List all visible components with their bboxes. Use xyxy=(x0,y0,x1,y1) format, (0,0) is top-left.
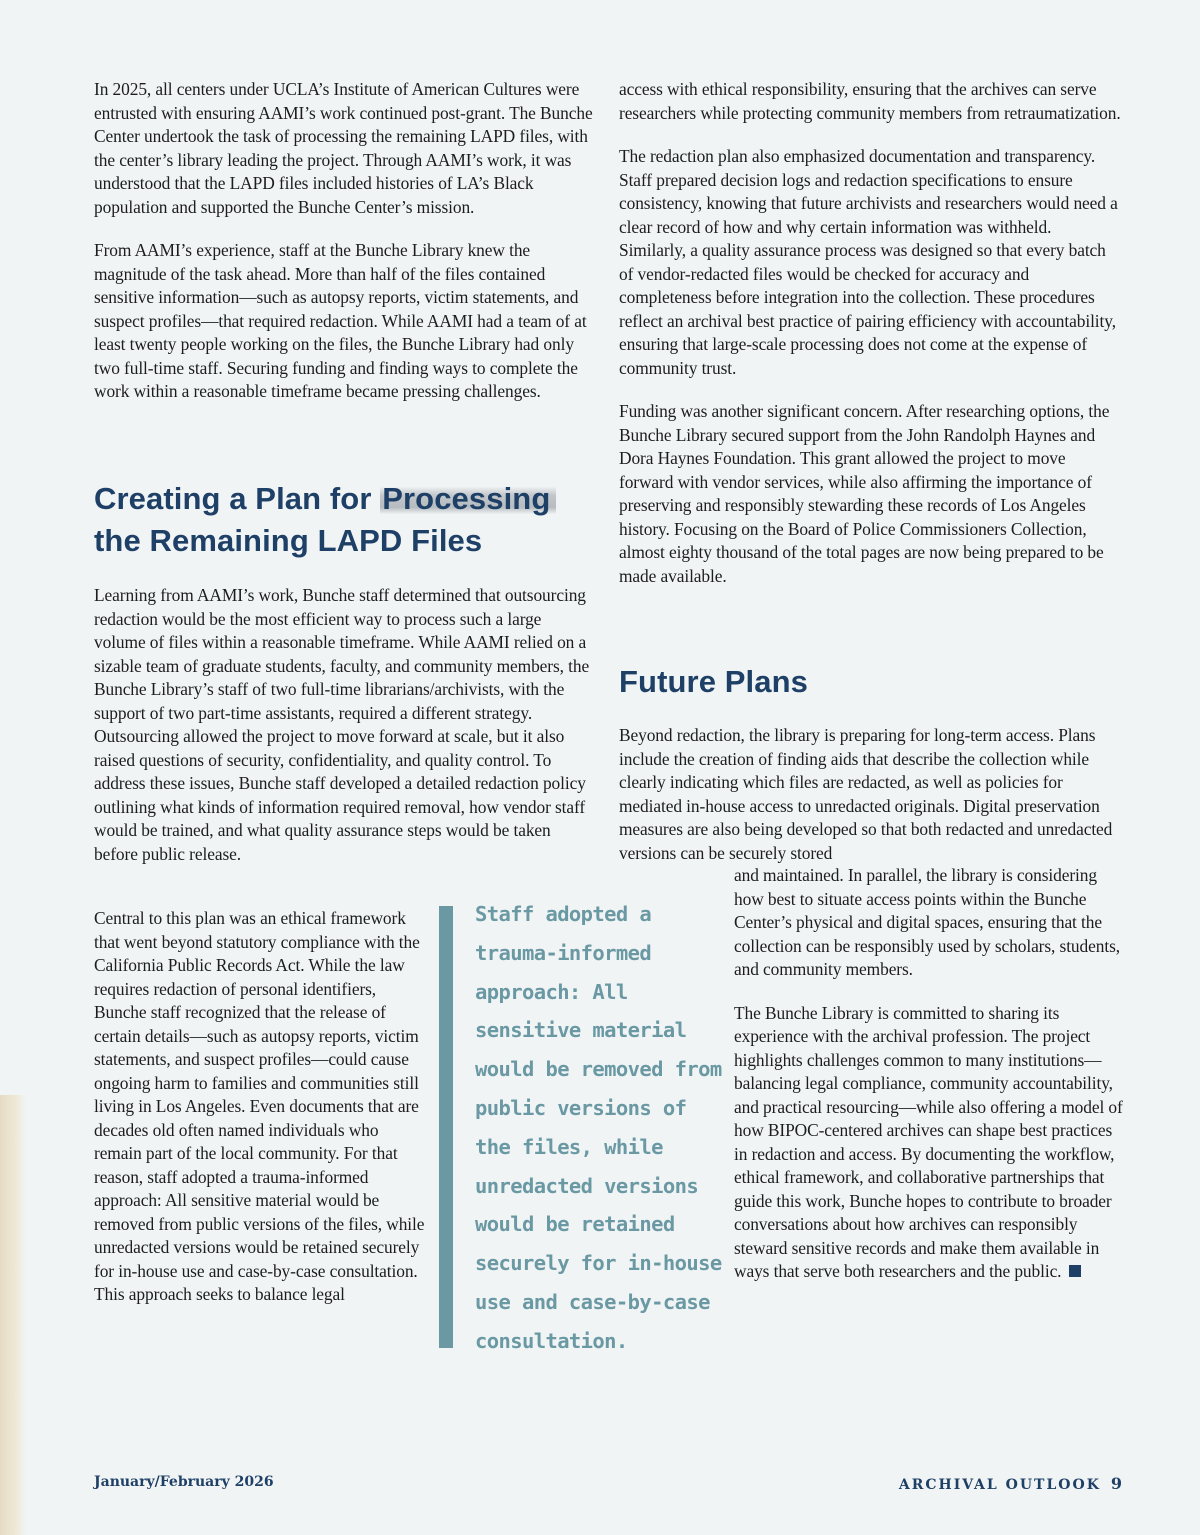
footer-date: January/February 2026 xyxy=(94,1474,274,1490)
paragraph: Funding was another significant concern. After researching options, the Bunche Library secured support from the John Randolph Haynes and Dora Haynes Foundation. This grant allowed the project to move forward with vendor services, while also affirming the importance of preserving and responsibly stewarding these records of Los Angeles history. Focusing on the Board of Police Commissioners Collection, almost eighty thousand of the total pages are now being prepared to be made available. xyxy=(619,401,1110,586)
section-heading-future-plans: Future Plans xyxy=(619,664,808,699)
paragraph: Central to this plan was an ethical framework that went beyond statutory compliance with the California Public Records Act. While the law requires redaction of personal identifiers, Bunche staff recognized that the release of certain details—such as autopsy reports, victim statements, and suspect profiles—could cause ongoing harm to families and communities still living in Los Angeles. Even documents that are decades old often named individuals who remain part of the local community. For that reason, staff adopted a trauma-informed approach: All sensitive material would be removed from public versions of the files, while unredacted versions would be retained securely for in-house use and case-by-case consultation. This approach seeks to balance legal xyxy=(94,908,425,1304)
footer-publication xyxy=(899,1474,1122,1493)
end-mark-icon xyxy=(1069,1265,1081,1277)
heading-text: the Remaining LAPD Files xyxy=(94,523,483,558)
paragraph: In 2025, all centers under UCLA’s Institute of American Cultures were entrusted with ensuring AAMI’s work continued post-grant. The Bunche Center undertook the task of processing the remaining LAPD files, with the center’s library leading the project. Through AAMI’s work, it was understood that the LAPD files included histories of LA’s Black population and supported the Bunche Center’s mission. xyxy=(94,79,593,217)
paragraph: The redaction plan also emphasized documentation and transparency. Staff prepared decision logs and redaction specifications to ensure consistency, knowing that future archivists and researchers would need a clear record of how and why certain information was withheld. Similarly, a quality assurance process was designed so that every batch of vendor-redacted files would be checked for accuracy and completeness before integration into the collection. These procedures reflect an archival best practice of pairing efficiency with accountability, ensuring that large-scale processing does not come at the expense of community trust. xyxy=(619,146,1118,378)
left-column-middle xyxy=(94,584,594,886)
paragraph: Beyond redaction, the library is preparing for long-term access. Plans include the creation of finding aids that describe the collection while clearly indicating which files are redacted, as well as policies for mediated in-house access to unredacted originals. Digital preservation measures are also being developed so that both redacted and unredacted versions can be securely stored xyxy=(619,725,1113,863)
right-column-top xyxy=(619,78,1121,608)
left-column-top xyxy=(94,78,594,424)
highlighted-word: Processing xyxy=(380,481,556,516)
paragraph xyxy=(734,1002,1124,1284)
section-heading-creating-plan xyxy=(94,478,614,562)
pull-quote: Staff adopted a trauma-informed approach: All sensitive material would be removed from public versions of the files, while unredacted versions would be retained securely for in-house use and case-by-case consultation. xyxy=(475,902,722,1353)
heading-text: Creating a Plan for xyxy=(94,481,381,516)
paragraph: From AAMI’s experience, staff at the Bunche Library knew the magnitude of the task ahead. More than half of the files contained sensitive information—such as autopsy reports, victim statements, and suspect profiles—that required redaction. While AAMI had a team of at least twenty people working on the files, the Bunche Library had only two full-time staff. Securing funding and finding ways to complete the work within a reasonable timeframe became pressing challenges. xyxy=(94,240,587,401)
paragraph: and maintained. In parallel, the library is considering how best to situate access points within the Bunche Center’s physical and digital spaces, ensuring that the collection can be responsibly used by scholars, students, and community members. xyxy=(734,865,1120,979)
page-edge-decoration xyxy=(0,1095,26,1535)
pull-quote-bar xyxy=(439,906,453,1348)
publication-name: ARCHIVAL OUTLOOK xyxy=(898,1477,1101,1493)
page-number: 9 xyxy=(1110,1474,1122,1493)
paragraph: access with ethical responsibility, ensuring that the archives can serve researchers while protecting community members from retraumatization. xyxy=(619,79,1121,123)
right-column-narrow xyxy=(734,864,1124,1304)
paragraph-text: The Bunche Library is committed to sharing its experience with the archival profession. The project highlights challenges common to many institutions—balancing legal compliance, community accountability, and practical resourcing—while also offering a model of how BIPOC-centered archives can shape best practices in redaction and access. By documenting the workflow, ethical framework, and collaborative partnerships that guide this work, Bunche hopes to contribute to broader conversations about how archives can responsibly steward sensitive records and make them available in ways that serve both researchers and the public. xyxy=(734,1002,1123,1281)
right-column-middle xyxy=(619,724,1121,865)
paragraph: Learning from AAMI’s work, Bunche staff determined that outsourcing redaction would be the most efficient way to process such a large volume of files within a reasonable timeframe. While AAMI relied on a sizable team of graduate students, faculty, and community members, the Bunche Library’s staff of two full-time librarians/archivists, with the support of two part-time assistants, required a different strategy. Outsourcing allowed the project to move forward at scale, but it also raised questions of security, confidentiality, and quality control. To address these issues, Bunche staff developed a detailed redaction policy outlining what kinds of information required removal, how vendor staff would be trained, and what quality assurance steps would be taken before public release. xyxy=(94,585,590,864)
left-column-narrow xyxy=(94,907,429,1327)
